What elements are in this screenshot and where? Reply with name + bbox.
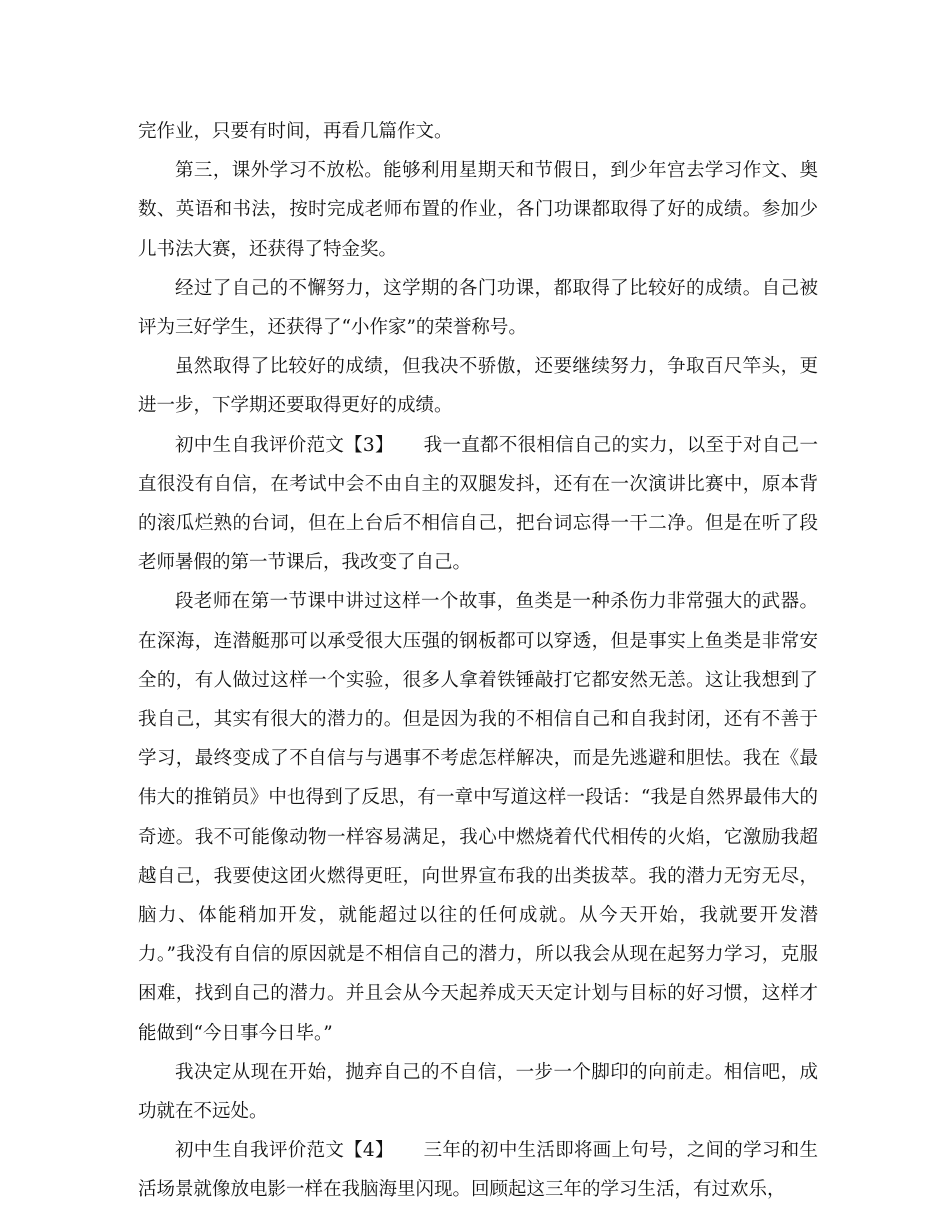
- paragraph: 第三，课外学习不放松。能够利用星期天和节假日，到少年宫去学习作文、奥数、英语和书法，按时完成老师布置的作业，各门功课都取得了好的成绩。参加少儿书法大赛，还获得了特金奖。: [138, 160, 818, 260]
- paragraph: 段老师在第一节课中讲过这样一个故事，鱼类是一种杀伤力非常强大的武器。在深海，连潜艇那可以承受很大压强的钢板都可以穿透，但是事实上鱼类是非常安全的，有人做过这样一个实验，很多人拿着铁锤敲打它都安然无恙。这让我想到了我自己，其实有很大的潜力的。但是因为我的不相信自己和自我封闭，还有不善于学习，最终变成了不自信与与遇事不考虑怎样解决，而是先逃避和胆怯。我在《最伟大的推销员》中也得到了反思，有一章中写道这样一段话：“我是自然界最伟大的奇迹。我不可能像动物一样容易满足，我心中燃烧着代代相传的火焰，它激励我超越自己，我要使这团火燃得更旺，向世界宣布我的出类拔萃。我的潜力无穷无尽，脑力、体能稍加开发，就能超过以往的任何成就。从今天开始，我就要开发潜力。”我没有自信的原因就是不相信自己的潜力，所以我会从现在起努力学习，克服困难，找到自己的潜力。并且会从今天起养成天天定计划与目标的好习惯，这样才能做到“今日事今日毕。”: [138, 591, 818, 1044]
- paragraph: 经过了自己的不懈努力，这学期的各门功课，都取得了比较好的成绩。自己被评为三好学生，还获得了“小作家”的荣誉称号。: [138, 277, 818, 339]
- paragraph: 完作业，只要有时间，再看几篇作文。: [138, 121, 453, 142]
- paragraph-with-heading: [138, 426, 818, 583]
- document-body: [138, 112, 818, 1210]
- paragraph: 我决定从现在开始，抛弃自己的不自信，一步一个脚印的向前走。相信吧，成功就在不远处。: [138, 1061, 818, 1123]
- paragraph: 虽然取得了比较好的成绩，但我决不骄傲，还要继续努力，争取百尺竿头，更进一步，下学期还要取得更好的成绩。: [138, 356, 818, 417]
- paragraph-with-heading: [138, 1131, 818, 1209]
- section-heading: 初中生自我评价范文【3】: [175, 434, 394, 456]
- section-heading: 初中生自我评价范文【4】: [175, 1140, 394, 1162]
- paragraph-text: 三年的初中生活即将画上句号，之间的学习和生活场景就像放电影一样在我脑海里闪现。回顾起这三年的学习生活，有过欢乐，: [138, 1140, 818, 1201]
- paragraph-text: 我一直都不很相信自己的实力，以至于对自己一直很没有自信，在考试中会不由自主的双腿发抖，还有在一次演讲比赛中，原本背的滚瓜烂熟的台词，但在上台后不相信自己，把台词忘得一干二净。但是在听了段老师暑假的第一节课后，我改变了自己。: [138, 434, 818, 574]
